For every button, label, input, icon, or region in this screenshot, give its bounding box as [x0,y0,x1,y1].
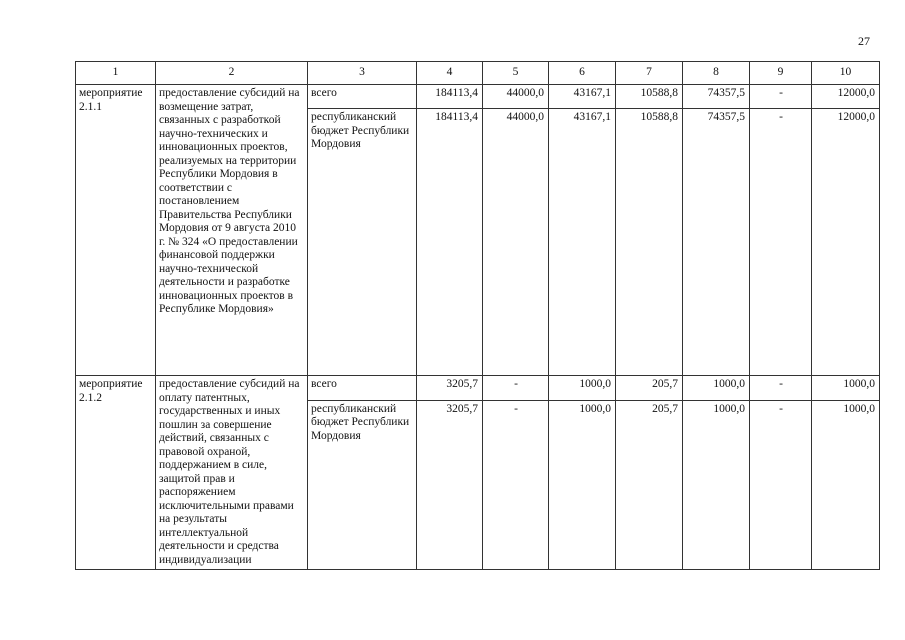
value-cell: 74357,5 [683,85,750,109]
value-cell: 12000,0 [812,85,880,109]
header-cell: 3 [308,62,417,85]
header-cell: 4 [417,62,483,85]
value-cell: - [750,109,812,376]
header-cell: 10 [812,62,880,85]
value-cell: 44000,0 [483,85,549,109]
value-cell: - [750,376,812,401]
value-cell: 43167,1 [549,85,616,109]
header-cell: 8 [683,62,750,85]
header-cell: 2 [156,62,308,85]
value-cell: 1000,0 [812,400,880,569]
table-row [76,376,880,401]
value-cell: 43167,1 [549,109,616,376]
source-cell: всего [308,376,417,401]
event-cell: мероприятие 2.1.1 [76,85,156,376]
value-cell: - [750,400,812,569]
header-cell: 9 [750,62,812,85]
value-cell: - [483,376,549,401]
source-cell: республиканский бюджет Республики Мордовия [308,109,417,376]
value-cell: 44000,0 [483,109,549,376]
value-cell: 3205,7 [417,376,483,401]
value-cell: 1000,0 [683,400,750,569]
value-cell: 205,7 [616,376,683,401]
header-cell: 7 [616,62,683,85]
value-cell: 1000,0 [683,376,750,401]
value-cell: - [750,85,812,109]
value-cell: 1000,0 [812,376,880,401]
table-row [76,85,880,109]
description-cell: предоставление субсидий на возмещение затрат, связанных с разработкой научно-технических и инновационных проектов, реализуемых на территории Республики Мордовия в соответствии с постановлением Правительства Республики Мордовия от 9 августа 2010 г. № 324 «О предоставлении финансовой поддержки научно-технической деятельности и разработке инновационных проектов в Республике Мордовия» [156,85,308,376]
source-cell: республиканский бюджет Республики Мордовия [308,400,417,569]
page-number: 27 [858,34,870,48]
event-cell: мероприятие 2.1.2 [76,376,156,570]
header-cell: 5 [483,62,549,85]
value-cell: 1000,0 [549,400,616,569]
value-cell: 184113,4 [417,85,483,109]
value-cell: 1000,0 [549,376,616,401]
header-row [76,62,880,85]
value-cell: 3205,7 [417,400,483,569]
value-cell: 205,7 [616,400,683,569]
value-cell: 12000,0 [812,109,880,376]
description-cell: предоставление субсидий на оплату патентных, государственных и иных пошлин за совершение действий, связанных с правовой охраной, поддержанием в силе, защитой прав и распоряжением исключительными правами на результаты интеллектуальной деятельности и средства индивидуализации [156,376,308,570]
source-cell: всего [308,85,417,109]
header-cell: 6 [549,62,616,85]
value-cell: 74357,5 [683,109,750,376]
value-cell: 10588,8 [616,109,683,376]
value-cell: 184113,4 [417,109,483,376]
value-cell: 10588,8 [616,85,683,109]
budget-table [75,61,880,570]
header-cell: 1 [76,62,156,85]
value-cell: - [483,400,549,569]
